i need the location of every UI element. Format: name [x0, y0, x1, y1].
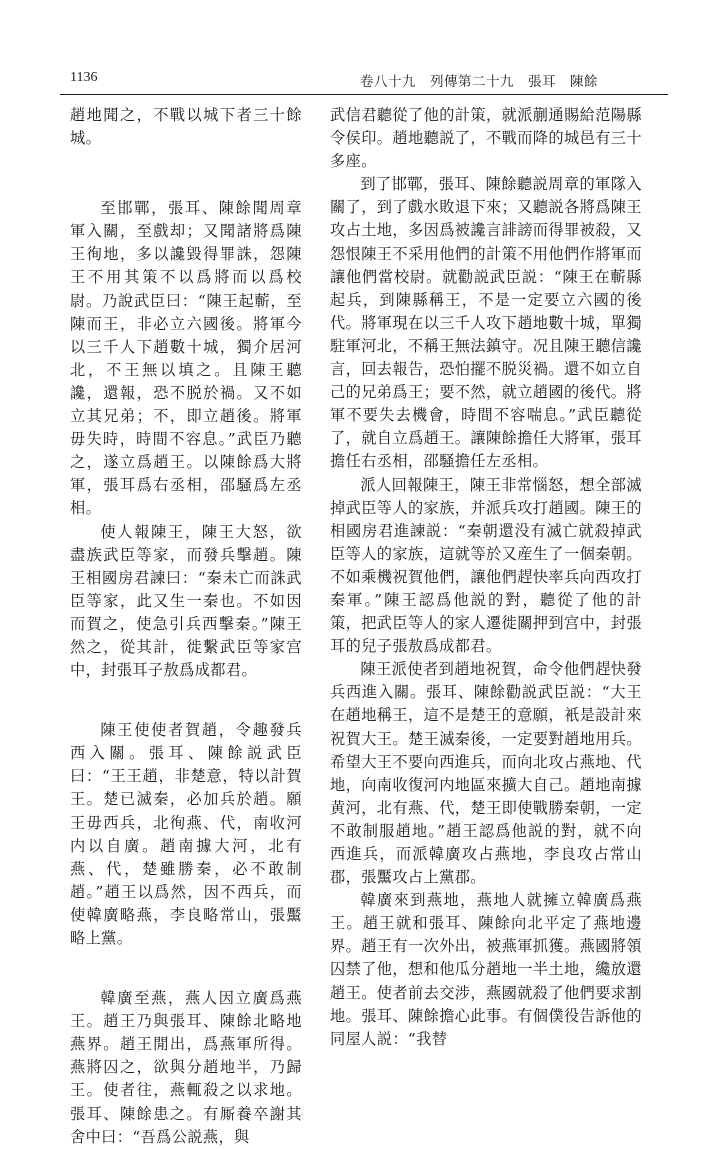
- page-header: [60, 70, 670, 90]
- left-paragraph: 陳王使使者賀趙，令趣發兵西入關。張耳、陳餘説武臣曰：“王王趙，非楚意，特以計賀王。楚已滅秦，必加兵於趙。願王毋西兵，北徇燕、代，南收河内以自廣。趙南據大河，北有燕、代，楚雖勝秦，必不敢制趙。”趙王以爲然，因不西兵，而使韓廣略燕，李良略常山，張黶略上黨。: [70, 721, 302, 947]
- right-paragraph: 陳王派使者到趙地祝賀，命令他們趕快發兵西進入關。張耳、陳餘勸説武臣説：“大王在趙地稱王，這不是楚王的意願，衹是設計來祝賀大王。楚王滅秦後，一定要對趙地用兵。希望大王不要向西進兵，而向北攻占燕地、代地，向南收復河内地區來擴大自己。趙地南據黄河，北有燕、代，楚王即使戰勝秦朝，一定不敢制服趙地。”趙王認爲他説的對，就不向西進兵，而派韓廣攻占燕地，李良攻占常山郡，張黶攻占上黨郡。: [330, 660, 642, 887]
- right-paragraph: 派人回報陳王，陳王非常惱怒，想全部滅掉武臣等人的家族，并派兵攻打趙國。陳王的相國房君進諫説：“秦朝還没有滅亡就殺掉武臣等人的家族，這就等於又産生了一個秦朝。不如乘機祝賀他們，讓他們趕快率兵向西攻打秦軍。”陳王認爲他説的對，聽從了他的計策，把武臣等人的家人遷徙關押到宫中，封張耳的兒子張敖爲成都君。: [330, 475, 642, 656]
- left-paragraph: 趙地聞之，不戰以城下者三十餘城。: [70, 106, 302, 148]
- left-paragraph: 韓廣至燕，燕人因立廣爲燕王。趙王乃與張耳、陳餘北略地燕界。趙王閒出，爲燕軍所得。燕將囚之，欲與分趙地半，乃歸王。使者往，燕輒殺之以求地。張耳、陳餘患之。有厮養卒謝其舍中曰：“吾爲公説燕，與: [70, 989, 302, 1146]
- header-rule: [60, 94, 668, 95]
- left-paragraph: 使人報陳王，陳王大怒，欲盡族武臣等家，而發兵擊趙。陳王相國房君諫曰：“秦未亡而誅武臣等家，此又生一秦也。不如因而賀之，使急引兵西擊秦。”陳王然之，從其計，徙繫武臣等家宫中，封張耳子敖爲成都君。: [70, 522, 302, 680]
- running-title: 卷八十九 列傳第二十九 張耳 陳餘: [360, 74, 598, 90]
- page-number: 1136: [70, 70, 98, 85]
- right-paragraph: 到了邯鄲，張耳、陳餘聽説周章的軍隊入關了，到了戲水敗退下來；又聽説各將爲陳王攻占土地，多因爲被讒言誹謗而得罪被殺，又怨恨陳王不采用他們的計策不用他們作將軍而讓他們當校尉。就勸説武臣説：“陳王在蘄縣起兵，到陳縣稱王，不是一定要立六國的後代。將軍現在以三千人攻下趙地數十城，單獨駐軍河北，不稱王無法鎮守。况且陳王聽信讒言，回去報告，恐怕擺不脱災禍。還不如立自己的兄弟爲王；要不然，就立趙國的後代。將軍不要失去機會，時間不容喘息。”武臣聽從了，就自立爲趙王。讓陳餘擔任大將軍，張耳擔任右丞相，邵騒擔任左丞相。: [330, 175, 642, 471]
- left-column-classical-text: [70, 104, 302, 1149]
- right-paragraph: 武信君聽從了他的計策，就派蒯通賜給范陽縣令侯印。趙地聽説了，不戰而降的城邑有三十多座。: [330, 106, 642, 171]
- left-paragraph: 至邯鄲，張耳、陳餘聞周章軍入關，至戲却；又聞諸將爲陳王徇地，多以讒毀得罪誅，怨陳王不用其策不以爲將而以爲校尉。乃說武臣曰：“陳王起蘄，至陳而王，非必立六國後。將軍今以三千人下趙數十城，獨介居河北，不王無以填之。且陳王聽讒，還報，恐不脱於禍。又不如立其兄弟；不，即立趙後。將軍毋失時，時間不容息。”武臣乃聽之，遂立爲趙王。以陳餘爲大將軍，張耳爲右丞相，邵騒爲左丞相。: [70, 199, 302, 518]
- right-paragraph: 韓廣來到燕地，燕地人就擁立韓廣爲燕王。趙王就和張耳、陳餘向北平定了燕地邊界。趙王有一次外出，被燕軍抓獲。燕國將領囚禁了他，想和他瓜分趙地一半土地，纔放還趙王。使者前去交涉，燕國就殺了他們要求割地。張耳、陳餘擔心此事。有個僕役告訴他的同屋人説：“我替: [330, 891, 642, 1048]
- right-column-translation: [330, 104, 642, 1051]
